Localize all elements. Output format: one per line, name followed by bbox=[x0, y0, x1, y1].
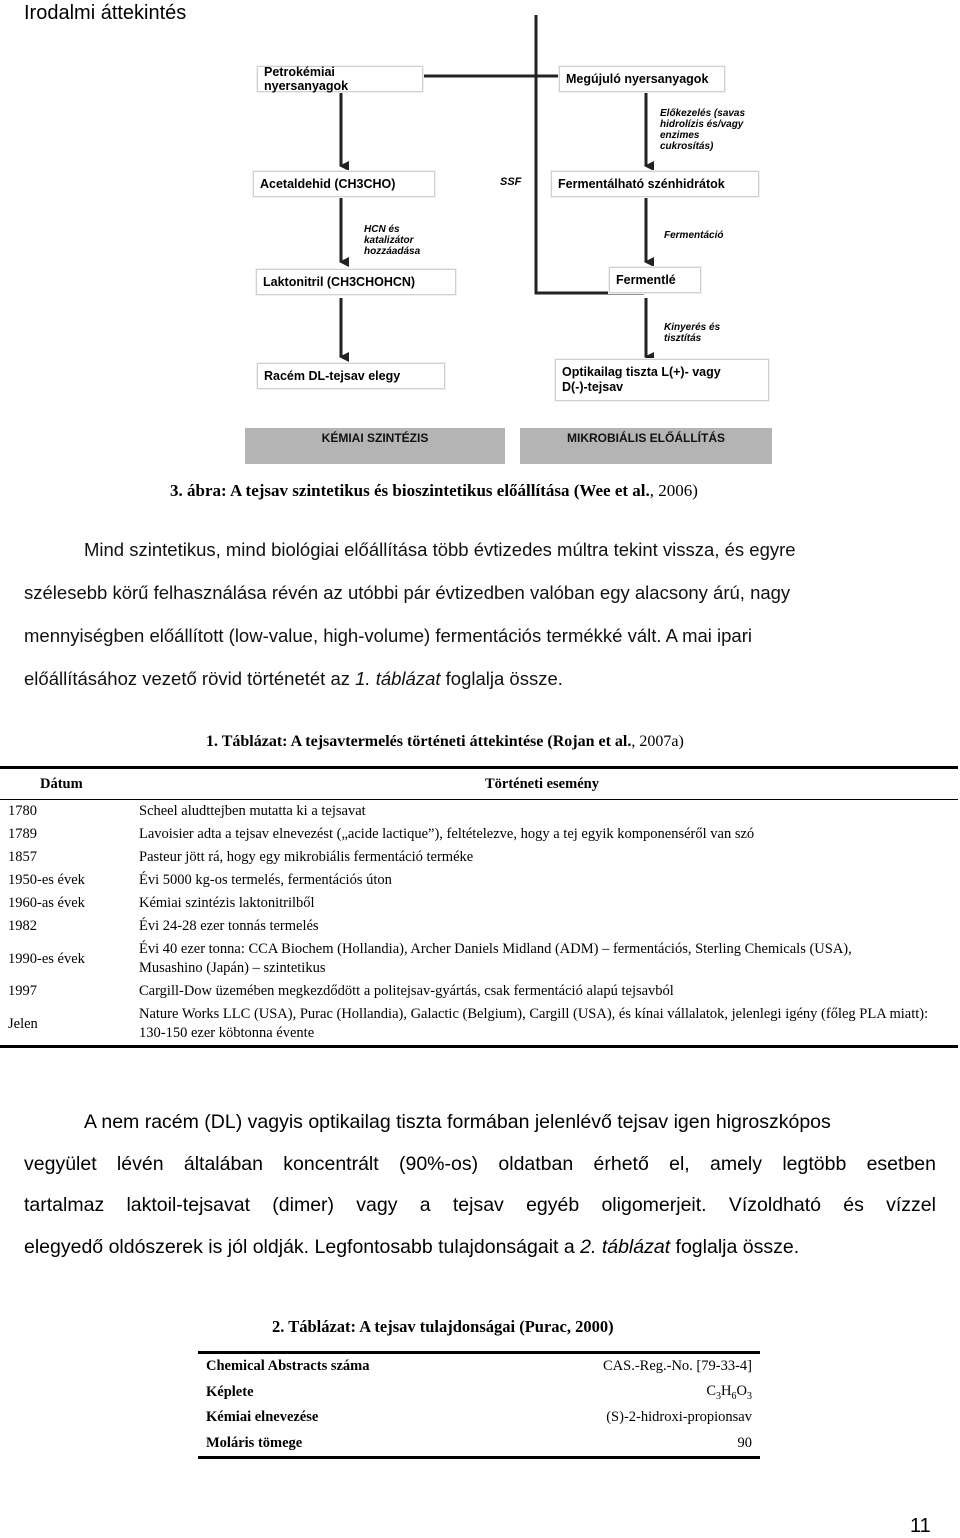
figure-caption: 3. ábra: A tejsav szintetikus és bioszintetikus előállítása (Wee et al., 2006) bbox=[170, 481, 698, 500]
lactic-acid-production-diagram bbox=[0, 0, 960, 470]
page-number: 11 bbox=[910, 1515, 931, 1537]
table-row: 1950-es évek Évi 5000 kg-os termelés, fermentációs úton bbox=[8, 872, 392, 888]
table1-caption: 1. Táblázat: A tejsavtermelés történeti áttekintése (Rojan et al., 2007a) bbox=[206, 733, 684, 750]
band-microbial-production: MIKROBIÁLIS ELŐÁLLÍTÁS bbox=[520, 428, 772, 464]
table-row: Jelen Nature Works LLC (USA), Purac (Hollandia), Galactic (Belgium), Cargill (USA), és kínai vállalatok, jelenlegi igény (főleg PLA miatt): 130-150 ezer köbtonna évente bbox=[0, 1003, 958, 1047]
note-pretreatment: Előkezelés (savas hidrolízis és/vagy enzimes cukrosítás) bbox=[660, 108, 746, 152]
properties-table bbox=[198, 1351, 760, 1459]
note-recovery-purification: Kinyerés és tisztítás bbox=[664, 322, 721, 344]
box-acetaldehyde: Acetaldehid (CH3CHO) bbox=[254, 172, 434, 196]
diagram-arrows bbox=[0, 0, 960, 470]
note-fermentation: Fermentáció bbox=[664, 230, 724, 241]
table-row: 1780 Scheel aludttejben mutatta ki a tejsavat bbox=[8, 803, 366, 819]
ssf-top-branch bbox=[536, 15, 560, 76]
column-header-event: Történeti esemény bbox=[139, 768, 958, 800]
table-reference: 1. táblázat bbox=[355, 668, 441, 689]
box-racemic-mixture: Racém DL-tejsav elegy bbox=[258, 364, 444, 388]
paragraph-properties: A nem racém (DL) vagyis optikailag tiszta formában jelenlévő tejsav igen higroszkópos vegyület lévén általában koncentrált (90%-os) oldatban érhető el, amely legtöbb esetben tartalmaz laktoil-tejsavat (dimer) vagy a tejsav egyéb oligomerjeit. Vízoldható és vízzel elegyedő oldószerek is jól oldják. Legfontosabb tulajdonságait a 2. táblázat foglalja össze. bbox=[24, 1111, 936, 1258]
note-hcn-catalyst: HCN és katalizátor hozzáadása bbox=[364, 224, 421, 257]
table-row: 1960-as évek Kémiai szintézis laktonitrilből bbox=[8, 895, 315, 911]
paragraph-history: Mind szintetikus, mind biológiai előállítása több évtizedes múltra tekint vissza, és egyre szélesebb körű felhasználása révén az utóbbi pár évtizedben valóban egy alacsony árú, nagy mennyiségben előállított (low-value, high-volume) fermentációs termékké vált. A mai ipari előállításához vezető rövid történetét az 1. táblázat foglalja össze. bbox=[24, 539, 796, 689]
table2-caption: 2. Táblázat: A tejsav tulajdonságai (Purac, 2000) bbox=[272, 1317, 614, 1336]
table-row: 1997 Cargill-Dow üzemében megkezdődött a politejsav-gyártás, csak fermentáció alapú tejsavból bbox=[8, 983, 674, 999]
history-table bbox=[0, 766, 958, 1048]
table-row: Moláris tömege 90 bbox=[198, 1431, 760, 1458]
table-row: 1990-es évek Évi 40 ezer tonna: CCA Biochem (Hollandia), Archer Daniels Midland (ADM) – fermentációs, Sterling Chemicals (USA), Musashino (Japán) – szintetikus bbox=[8, 941, 852, 976]
column-header-date: Dátum bbox=[0, 768, 139, 800]
table-row: 1857 Pasteur jött rá, hogy egy mikrobiális fermentáció terméke bbox=[8, 849, 474, 865]
table-row: 1789 Lavoisier adta a tejsav elnevezést („acide lactique”), feltételezve, hogy a tej egyik komponenséről van szó bbox=[8, 826, 755, 842]
box-fermentable-sugars: Fermentálható szénhidrátok bbox=[552, 172, 758, 196]
box-lactonitrile: Laktonitril (CH3CHOHCN) bbox=[257, 270, 455, 294]
table-row: Chemical Abstracts száma CAS.-Reg.-No. [79-33-4] bbox=[198, 1353, 760, 1380]
box-petrochemical: Petrokémiai nyersanyagok bbox=[258, 67, 422, 91]
table-row: Kémiai elnevezése (S)-2-hidroxi-propionsav bbox=[206, 1409, 752, 1426]
box-optically-pure: Optikailag tiszta L(+)- vagy D(-)-tejsav bbox=[556, 360, 768, 400]
table-row: Képlete $C_3H_6O_3$ bbox=[198, 1380, 760, 1406]
box-renewable: Megújuló nyersanyagok bbox=[560, 67, 724, 91]
box-fermentation-broth: Fermentlé bbox=[610, 268, 700, 292]
band-chemical-synthesis: KÉMIAI SZINTÉZIS bbox=[245, 428, 505, 464]
table-row: 1982 Évi 24-28 ezer tonnás termelés bbox=[8, 918, 319, 934]
table-reference: 2. táblázat bbox=[580, 1235, 671, 1258]
formula-cell: $C_3H_6O_3$ bbox=[706, 1382, 752, 1402]
running-header: Irodalmi áttekintés bbox=[24, 2, 187, 24]
label-ssf: SSF bbox=[500, 176, 522, 188]
